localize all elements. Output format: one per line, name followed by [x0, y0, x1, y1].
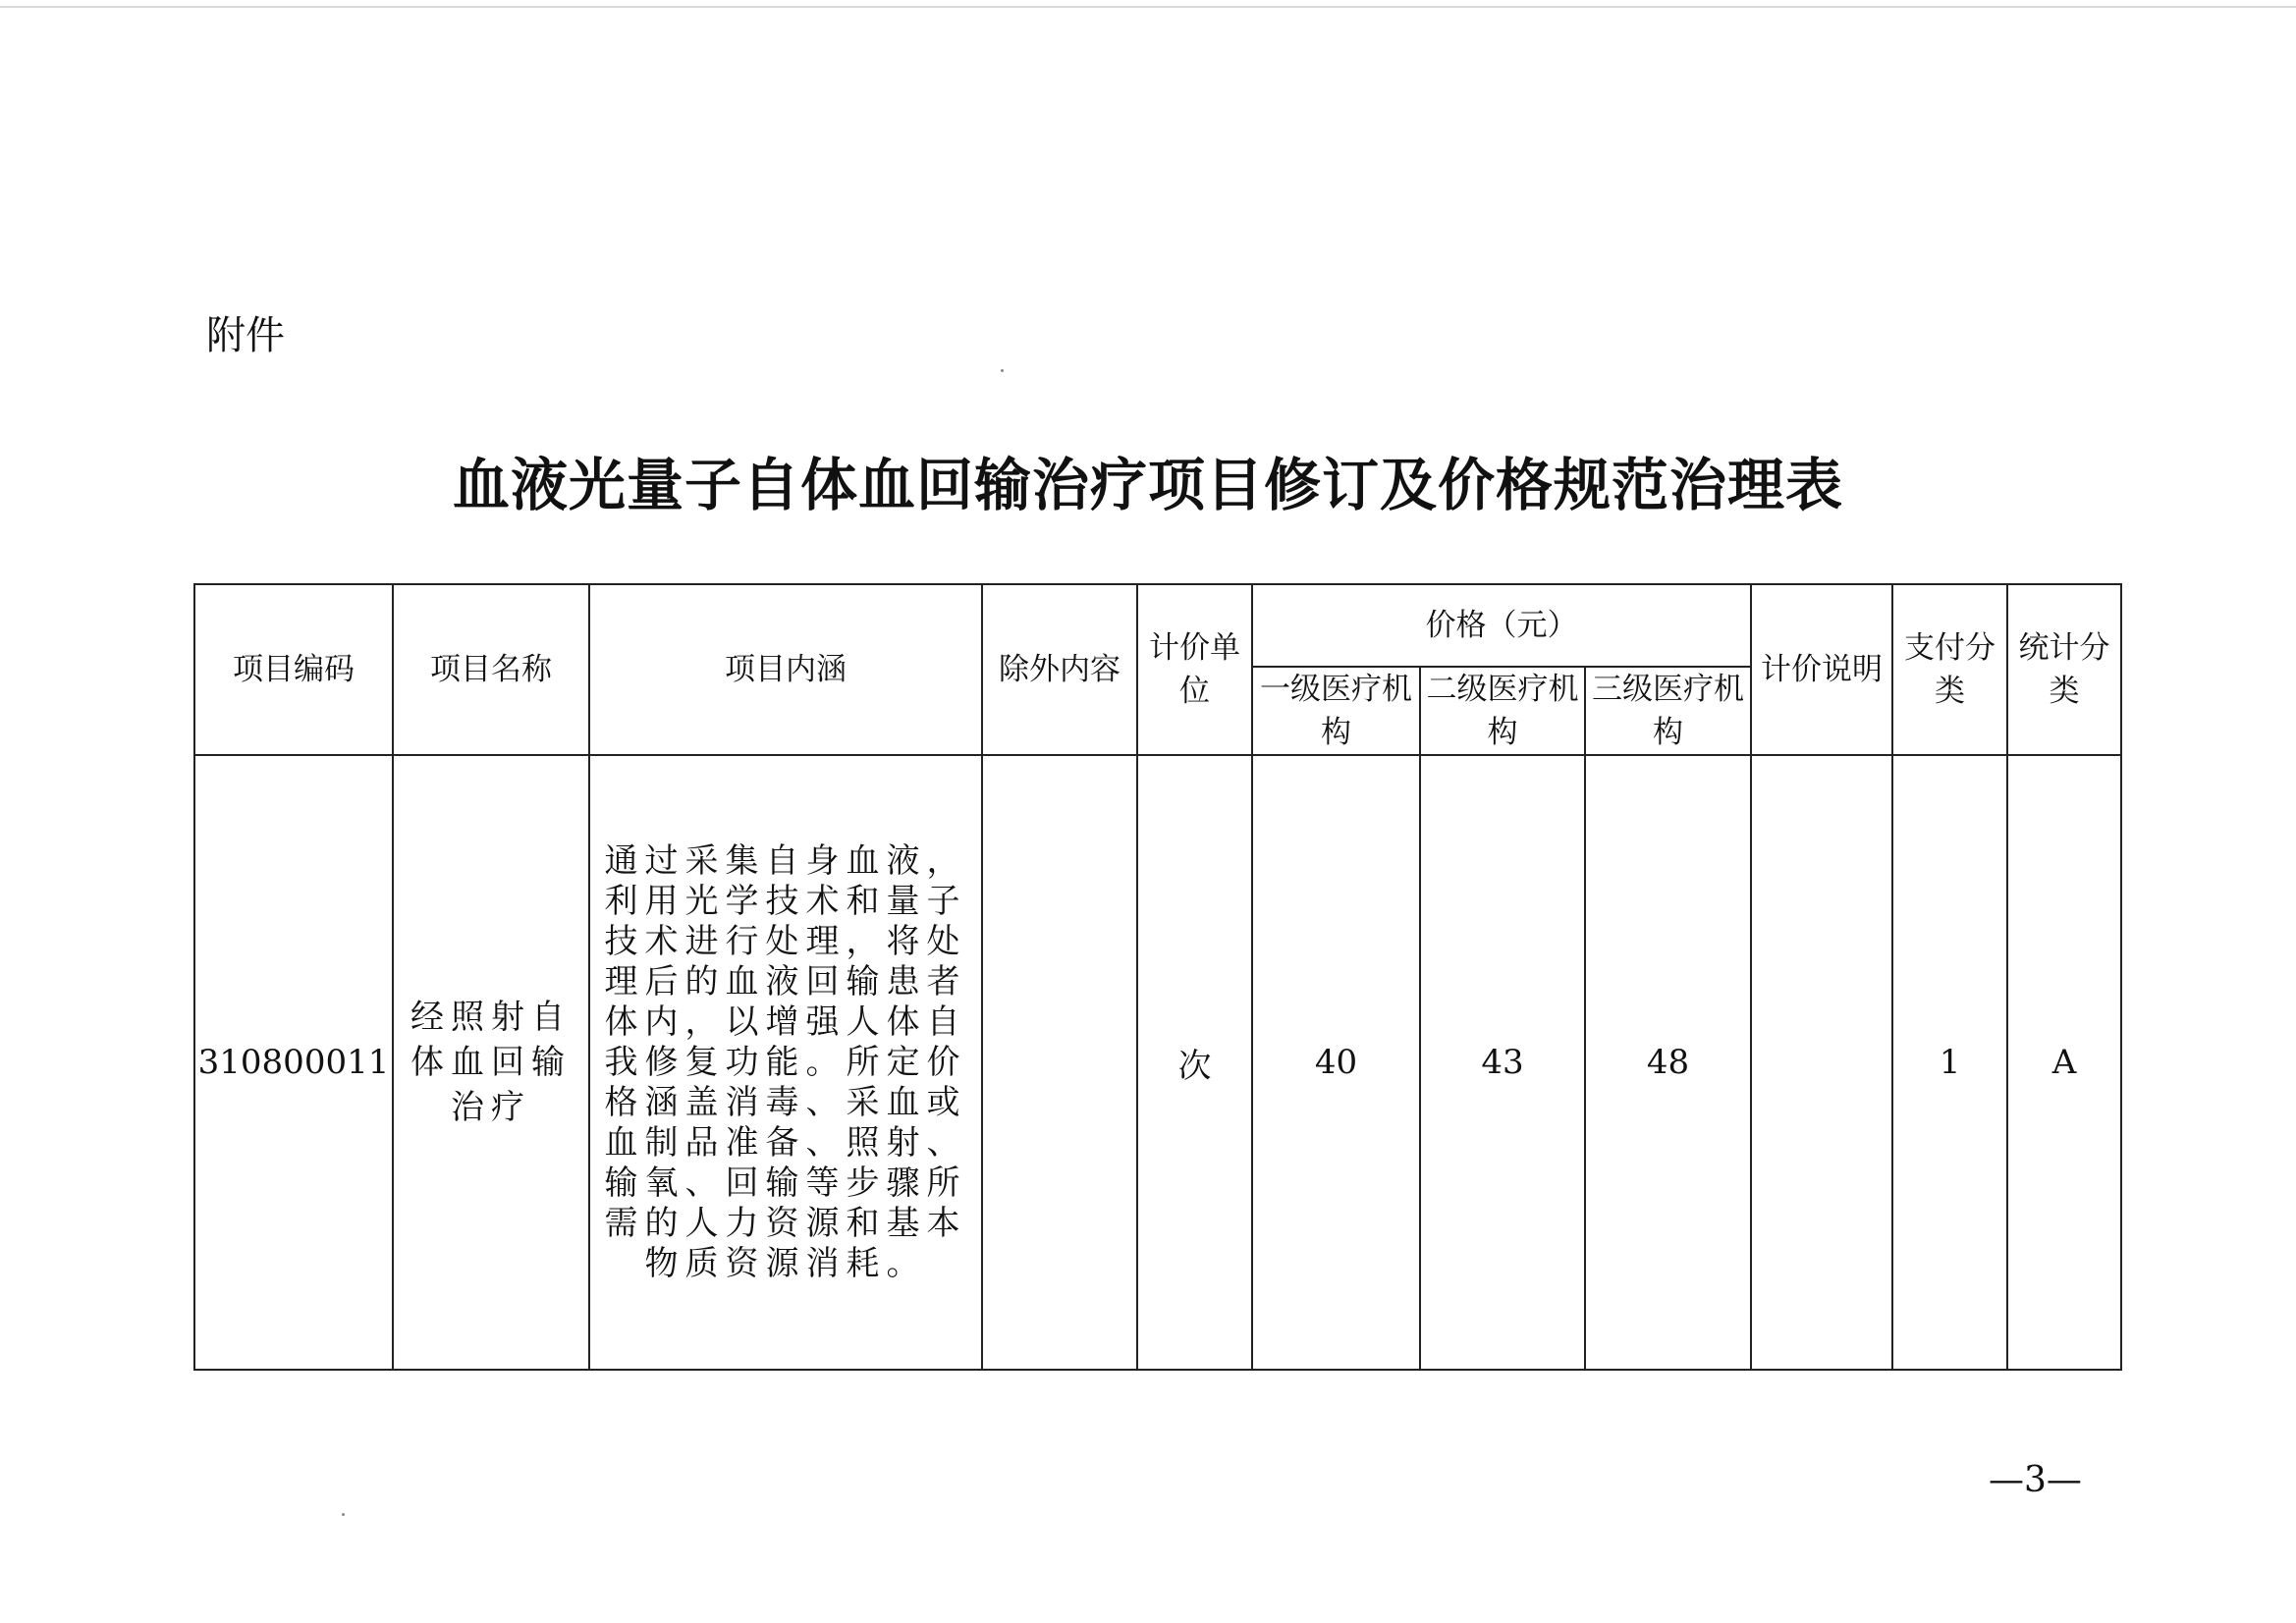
- cell-pricing-unit: 次: [1137, 755, 1252, 1370]
- header-payment-category: 支付分类: [1892, 584, 2007, 755]
- cell-price-level3: 48: [1585, 755, 1751, 1370]
- scan-speck: [342, 1513, 345, 1516]
- table-row: [194, 755, 2121, 1370]
- header-price-level1: 一级医疗机构: [1252, 667, 1420, 755]
- header-pricing-unit: 计价单位: [1137, 584, 1252, 755]
- cell-pricing-note: [1751, 755, 1892, 1370]
- cell-stat-category: A: [2007, 755, 2121, 1370]
- cell-excluded-content: [982, 755, 1137, 1370]
- header-price-level2: 二级医疗机构: [1420, 667, 1585, 755]
- scan-edge-line: [0, 6, 2296, 8]
- cell-price-level1: 40: [1252, 755, 1420, 1370]
- header-pricing-note: 计价说明: [1751, 584, 1892, 755]
- attachment-label: 附件: [206, 313, 285, 358]
- document-title: 血液光量子自体血回输治疗项目修订及价格规范治理表: [452, 452, 1843, 518]
- header-price-group: 价格（元）: [1252, 584, 1751, 667]
- header-excluded-content: 除外内容: [982, 584, 1137, 755]
- price-standard-table: [193, 583, 2122, 1371]
- header-project-code: 项目编码: [194, 584, 393, 755]
- header-project-content: 项目内涵: [589, 584, 982, 755]
- page-number: —3—: [1989, 1460, 2082, 1500]
- cell-project-content: 通过采集自身血液，利用光学技术和量子技术进行处理，将处理后的血液回输患者体内，以增强人体自我修复功能。所定价格涵盖消毒、采血或血制品准备、照射、输氧、回输等步骤所需的人力资源和基本物质资源消耗。: [589, 755, 982, 1370]
- cell-project-name: 经照射自体血回输治疗: [393, 755, 589, 1370]
- header-price-level3: 三级医疗机构: [1585, 667, 1751, 755]
- cell-payment-category: 1: [1892, 755, 2007, 1370]
- table-header: [194, 584, 2121, 755]
- scan-speck: [1001, 369, 1004, 372]
- cell-project-code: 310800011: [194, 755, 393, 1370]
- header-stat-category: 统计分类: [2007, 584, 2121, 755]
- header-project-name: 项目名称: [393, 584, 589, 755]
- cell-price-level2: 43: [1420, 755, 1585, 1370]
